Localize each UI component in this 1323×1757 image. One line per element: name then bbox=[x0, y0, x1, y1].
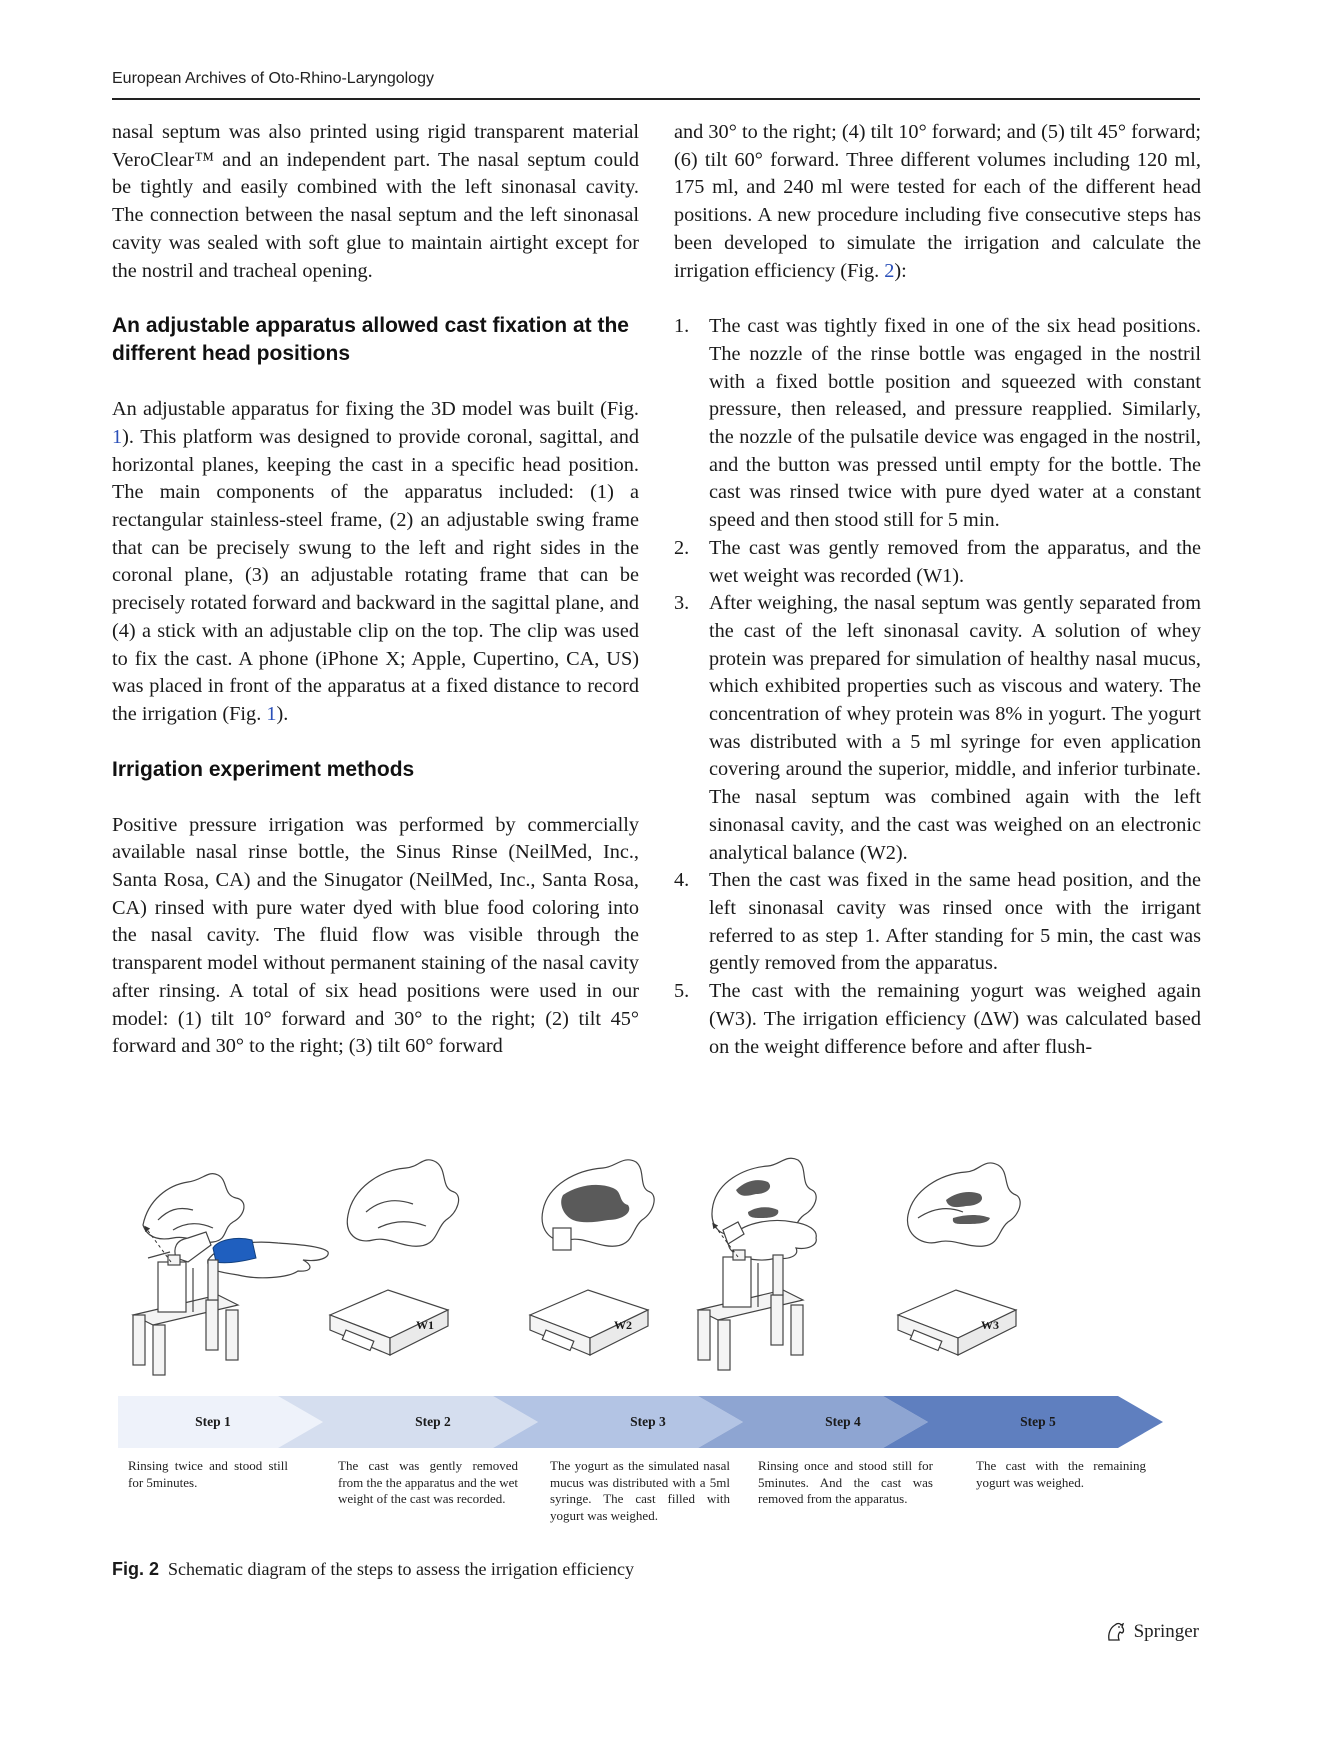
step-desc-2: The cast was gently removed from the the apparatus and the wet weight of the cast was recorded. bbox=[338, 1458, 518, 1506]
list-item: 5. The cast with the remaining yogurt was weighed again (W3). The irrigation efficiency (ΔW) was calculated based on the weight difference before and after flush- bbox=[674, 980, 1201, 1058]
yogurt-step3 bbox=[561, 1185, 629, 1222]
yogurt-step5-a bbox=[946, 1192, 982, 1207]
fig-1-link[interactable]: 1 bbox=[112, 425, 123, 448]
nasal-cast-step2 bbox=[347, 1160, 458, 1246]
step-label-5: Step 5 bbox=[1020, 1414, 1056, 1429]
fig-1-link-2[interactable]: 1 bbox=[266, 702, 277, 725]
scale-label-w1: W1 bbox=[416, 1318, 434, 1332]
step-label-1: Step 1 bbox=[195, 1414, 231, 1429]
section-heading-irrigation: Irrigation experiment methods bbox=[112, 757, 415, 781]
right-column bbox=[674, 119, 1201, 1061]
nasal-cast-step1 bbox=[143, 1174, 244, 1243]
step-desc-1: Rinsing twice and stood still for 5minutes. bbox=[128, 1458, 288, 1490]
section-heading-apparatus: An adjustable apparatus allowed cast fixation at the different head positions bbox=[112, 314, 629, 366]
header-rule bbox=[112, 98, 1200, 100]
scale-label-w2: W2 bbox=[614, 1318, 632, 1332]
step-label-2: Step 2 bbox=[415, 1414, 451, 1429]
springer-horse-icon bbox=[1104, 1620, 1128, 1644]
list-item: 1. The cast was tightly fixed in one of the six head positions. The nozzle of the rinse bottle was engaged in the nostril with a fixed bottle position and squeezed with constant pressure, then released, and pressure reapplied. Similarly, the nozzle of the pulsatile device was engaged in the nostril, and the button was pressed until empty for the bottle. The cast was rinsed twice with pure dyed water at a constant speed and then stood still for 5 min. bbox=[674, 315, 1201, 532]
step-desc-4: Rinsing once and stood still for 5minutes. And the cast was removed from the apparatus. bbox=[758, 1458, 933, 1506]
apparatus-paragraph: An adjustable apparatus for fixing the 3D model was built (Fig. 1). This platform was designed to provide coronal, sagittal, and horizontal planes, keeping the cast in a specific head position. The main components of the apparatus included: (1) a rectangular stainless-steel frame, (2) an adjustable swing frame that can be precisely swung to the left and right sides in the coronal plane, (3) an adjustable rotating frame that can be precisely rotated forward and backward in the sagittal plane, and (4) a stick with an adjustable clip on the top. The clip was used to fix the cast. A phone (iPhone X; Apple, Cupertino, CA, US) was placed in front of the apparatus at a fixed distance to record the irrigation (Fig. 1). bbox=[112, 398, 639, 725]
procedure-list bbox=[674, 313, 1201, 1061]
rinse-bottle-blue bbox=[213, 1238, 256, 1262]
step-desc-3: The yogurt as the simulated nasal mucus was distributed with a 5ml syringe. The cast filled with yogurt was weighed. bbox=[550, 1458, 730, 1523]
left-column bbox=[112, 119, 639, 1061]
irrigation-paragraph: Positive pressure irrigation was performed by commercially available nasal rinse bottle, the Sinus Rinse (NeilMed, Inc., Santa Rosa, CA) and the Sinugator (NeilMed, Inc., Santa Rosa, CA) rinsed with pure water dyed with blue food coloring into the nasal cavity. The fluid flow was visible through the transparent model without permanent staining of the nasal cavity after rinsing. A total of six head positions were used in our model: (1) tilt 10° forward and 30° to the right; (2) tilt 45° forward and 30° to the right; (3) tilt 60° forward bbox=[112, 813, 639, 1058]
caption-text: Schematic diagram of the steps to assess the irrigation efficiency bbox=[168, 1559, 635, 1579]
yogurt-step4-b bbox=[748, 1207, 778, 1218]
publisher-name: Springer bbox=[1133, 1621, 1199, 1642]
apparatus-step4 bbox=[698, 1250, 803, 1370]
figure-2 bbox=[118, 1140, 1198, 1560]
intro-paragraph: nasal septum was also printed using rigid transparent material VeroClear™ and an independent part. The nasal septum could be tightly and easily combined with the left sinonasal cavity. The connection between the nasal septum and the left sinonasal cavity was sealed with soft glue to maintain airtight except for the nostril and tracheal opening. bbox=[112, 121, 639, 282]
step-label-4: Step 4 bbox=[825, 1414, 861, 1429]
caption-label: Fig. 2 bbox=[112, 1559, 160, 1579]
step-desc-5: The cast with the remaining yogurt was weighed. bbox=[976, 1458, 1146, 1490]
list-item: 2. The cast was gently removed from the apparatus, and the wet weight was recorded (W1). bbox=[674, 536, 1201, 587]
fig-2-link[interactable]: 2 bbox=[884, 259, 895, 282]
figure-caption bbox=[112, 1559, 634, 1580]
step-label-3: Step 3 bbox=[630, 1414, 666, 1429]
yogurt-step4-a bbox=[736, 1180, 770, 1196]
continuation-paragraph: and 30° to the right; (4) tilt 10° forward; and (5) tilt 45° forward; (6) tilt 60° forward. Three different volumes including 120 ml, 175 ml, and 240 ml were tested for each of the different head positions. A new procedure including five consecutive steps has been developed to simulate the irrigation and calculate the irrigation efficiency (Fig. 2): bbox=[674, 121, 1201, 282]
publisher-logo bbox=[1104, 1620, 1199, 1644]
figure-illustration bbox=[118, 1140, 1198, 1450]
yogurt-step5-b bbox=[953, 1215, 990, 1224]
scale-label-w3: W3 bbox=[981, 1318, 999, 1332]
apparatus-step1 bbox=[133, 1255, 238, 1375]
list-item: 4. Then the cast was fixed in the same head position, and the left sinonasal cavity was rinsed once with the irrigant referred to as step 1. After standing for 5 min, the cast was gently removed from the apparatus. bbox=[674, 869, 1201, 975]
list-item: 3. After weighing, the nasal septum was gently separated from the cast of the left sinonasal cavity. A solution of whey protein was prepared for simulation of healthy nasal mucus, which exhibited properties such as viscous and watery. The concentration of whey protein was 8% in yogurt. The yogurt was distributed with a 5 ml syringe for even application covering around the superior, middle, and inferior turbinate. The nasal septum was combined again with the left sinonasal cavity, and the cast was weighed on an electronic analytical balance (W2). bbox=[674, 592, 1201, 864]
running-head: European Archives of Oto-Rhino-Laryngology bbox=[112, 70, 434, 87]
